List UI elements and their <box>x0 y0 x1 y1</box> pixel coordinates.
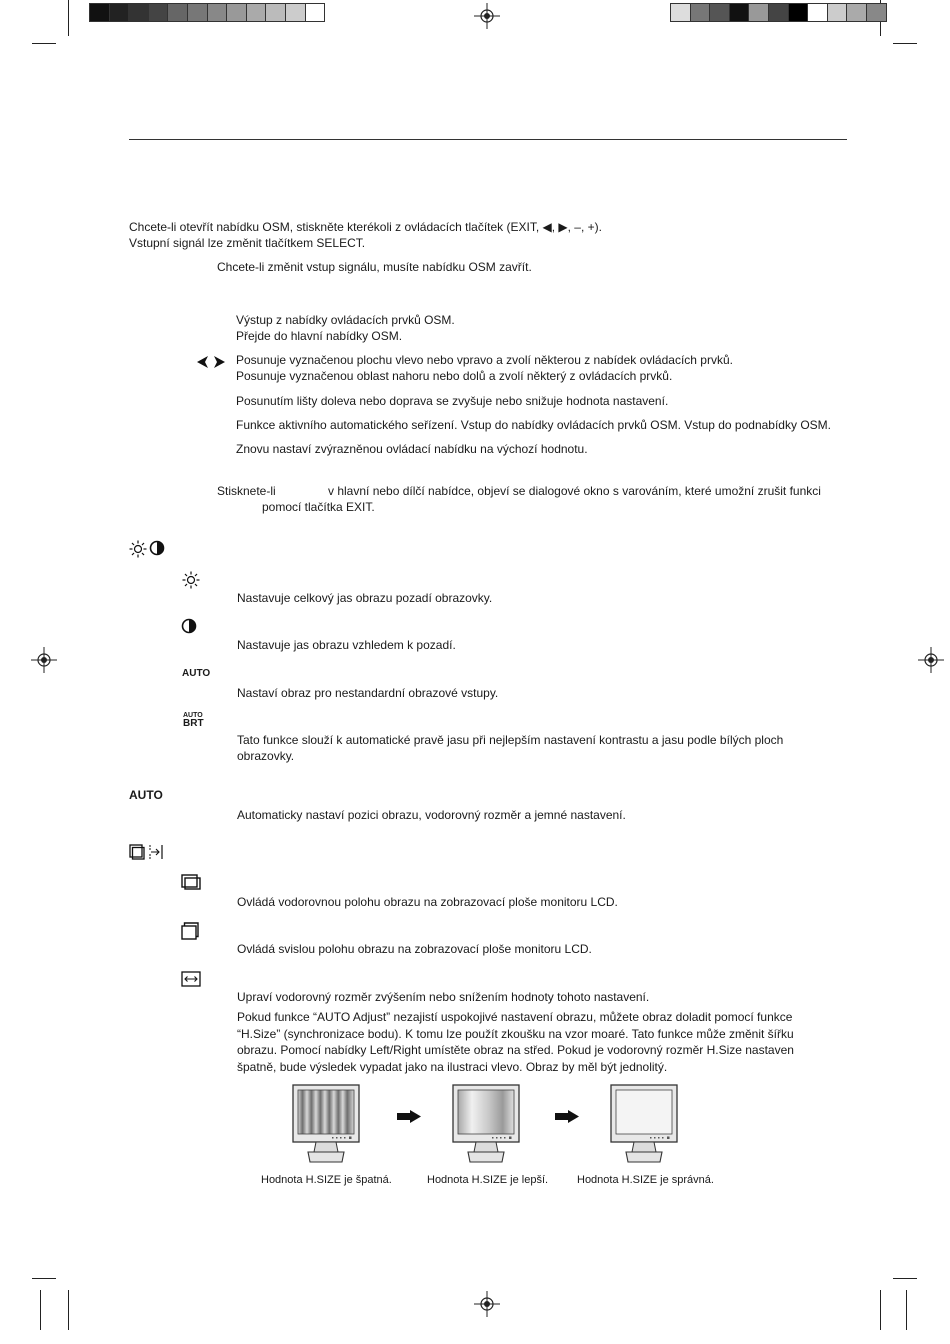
calibration-swatch <box>109 3 130 22</box>
reset-note-part-2: v hlavní nebo dílčí nabídce, objeví se dialogové okno s varováním, které umožní zrušit funkci <box>328 484 821 498</box>
registration-target-right-icon <box>918 647 944 673</box>
contrast-icon <box>181 618 197 634</box>
monitor-illustration-better <box>452 1084 522 1166</box>
calibration-swatch <box>226 3 247 22</box>
reset-description: Znovu nastaví zvýrazněnou ovládací nabídku na výchozí hodnotu. <box>236 442 588 456</box>
calibration-swatch <box>167 3 188 22</box>
calibration-swatch <box>729 3 750 22</box>
select-description: Funkce aktivního automatického seřízení. Vstup do nabídky ovládacích prvků OSM. Vstup do podnabídky OSM. <box>236 418 831 432</box>
minus-plus-description: Posunutím lišty doleva nebo doprava se zvyšuje nebo snižuje hodnota nastavení. <box>236 394 669 408</box>
arrow-right-icon <box>397 1110 421 1123</box>
auto-brt-icon <box>183 712 205 729</box>
h-size-description: Upraví vodorovný rozměr zvýšením nebo snížením hodnoty tohoto nastavení. <box>237 990 650 1004</box>
auto-brightness-description: Tato funkce slouží k automatické pravě jasu při nejlepším nastavení kontrastu a jasu podle bílých ploch obrazovky. <box>237 733 784 763</box>
brightness-section-sun-icon <box>129 540 147 558</box>
calibration-swatch <box>807 3 828 22</box>
monitor-illustration-correct <box>610 1084 680 1166</box>
calibration-swatch <box>207 3 228 22</box>
figure-caption-better: Hodnota H.SIZE je lepší. <box>427 1174 549 1186</box>
calibration-swatch <box>827 3 848 22</box>
reset-note-part-3: pomocí tlačítka EXIT. <box>262 500 375 514</box>
monitor-illustration-bad <box>292 1084 362 1166</box>
auto-adjust-label: AUTO <box>129 788 163 802</box>
auto-contrast-description: Nastaví obraz pro nestandardní obrazové vstupy. <box>237 686 499 700</box>
auto-brt-label-bottom: BRT <box>183 718 204 729</box>
calibration-swatch <box>187 3 208 22</box>
position-section-icon <box>129 844 145 860</box>
intro-line-1: Chcete-li otevřít nabídku OSM, stiskněte kterékoli z ovládacích tlačítek (EXIT, ◀, ▶, –, +). <box>129 220 602 234</box>
brightness-description: Nastavuje celkový jas obrazu pozadí obrazovky. <box>237 591 493 605</box>
brightness-section-contrast-icon <box>149 540 165 556</box>
calibration-swatch <box>246 3 267 22</box>
calibration-swatch <box>748 3 769 22</box>
reset-note-part-1: Stisknete-li <box>217 484 276 498</box>
h-size-section-icon <box>147 844 163 860</box>
calibration-swatch <box>670 3 691 22</box>
arrows-description-2: Posunuje vyznačenou oblast nahoru nebo dolů a zvolí některý z ovládacích prvků. <box>236 369 673 383</box>
calibration-swatch <box>305 3 326 22</box>
figure-caption-bad: Hodnota H.SIZE je špatná. <box>261 1174 392 1186</box>
calibration-swatch <box>768 3 789 22</box>
down-up-description: Ovládá svislou polohu obrazu na zobrazovací ploše monitoru LCD. <box>237 942 592 956</box>
left-right-arrows-icon <box>196 355 226 369</box>
arrows-description: Posunuje vyznačenou plochu vlevo nebo vpravo a zvolí některou z nabídek ovládacích prvků. <box>236 353 733 367</box>
calibration-swatch <box>265 3 286 22</box>
left-right-position-icon <box>181 874 201 890</box>
registration-target-left-icon <box>31 647 57 673</box>
brightness-sun-icon <box>182 571 200 589</box>
h-size-icon <box>181 971 201 987</box>
calibration-swatch <box>89 3 110 22</box>
intro-note: Chcete-li změnit vstup signálu, musíte nabídku OSM zavřít. <box>217 260 532 274</box>
calibration-swatch <box>709 3 730 22</box>
arrow-right-icon <box>555 1110 579 1123</box>
auto-brt-label-top: AUTO <box>183 712 203 719</box>
left-right-description: Ovládá vodorovnou polohu obrazu na zobrazovací ploše monitoru LCD. <box>237 895 618 909</box>
figure-caption-correct: Hodnota H.SIZE je správná. <box>577 1174 714 1186</box>
exit-description-2: Přejde do hlavní nabídky OSM. <box>236 329 403 343</box>
down-up-position-icon <box>181 922 199 940</box>
auto-contrast-label: AUTO <box>182 668 211 679</box>
calibration-swatch <box>148 3 169 22</box>
calibration-swatch <box>690 3 711 22</box>
registration-target-top-icon <box>474 3 500 29</box>
calibration-swatch <box>128 3 149 22</box>
calibration-swatch <box>285 3 306 22</box>
intro-line-2: Vstupní signál lze změnit tlačítkem SELECT. <box>129 236 366 250</box>
exit-description: Výstup z nabídky ovládacích prvků OSM. <box>236 313 455 327</box>
registration-target-bottom-icon <box>474 1291 500 1317</box>
calibration-swatch <box>866 3 887 22</box>
h-size-paragraph: Pokud funkce “AUTO Adjust” nezajistí uspokojivé nastavení obrazu, můžete obraz doladit pomocí funkce “H.Size” (synchronizace bodu). K tomu lze použít zkoušku na vzor moaré. Tato funkce může změnit šířku obrazu. Pomocí nabídky Left/Right umístěte obraz na střed. Pokud je vodorovný rozměr H.Size nastaven špatně, bude výsledek vypadat jako na ilustraci vlevo. Obraz by měl být jednolitý. <box>237 1010 794 1074</box>
auto-adjust-description: Automaticky nastaví pozici obrazu, vodorovný rozměr a jemné nastavení. <box>237 808 626 822</box>
calibration-swatch <box>788 3 809 22</box>
header-rule <box>129 139 847 140</box>
contrast-description: Nastavuje jas obrazu vzhledem k pozadí. <box>237 638 456 652</box>
calibration-swatch <box>846 3 867 22</box>
